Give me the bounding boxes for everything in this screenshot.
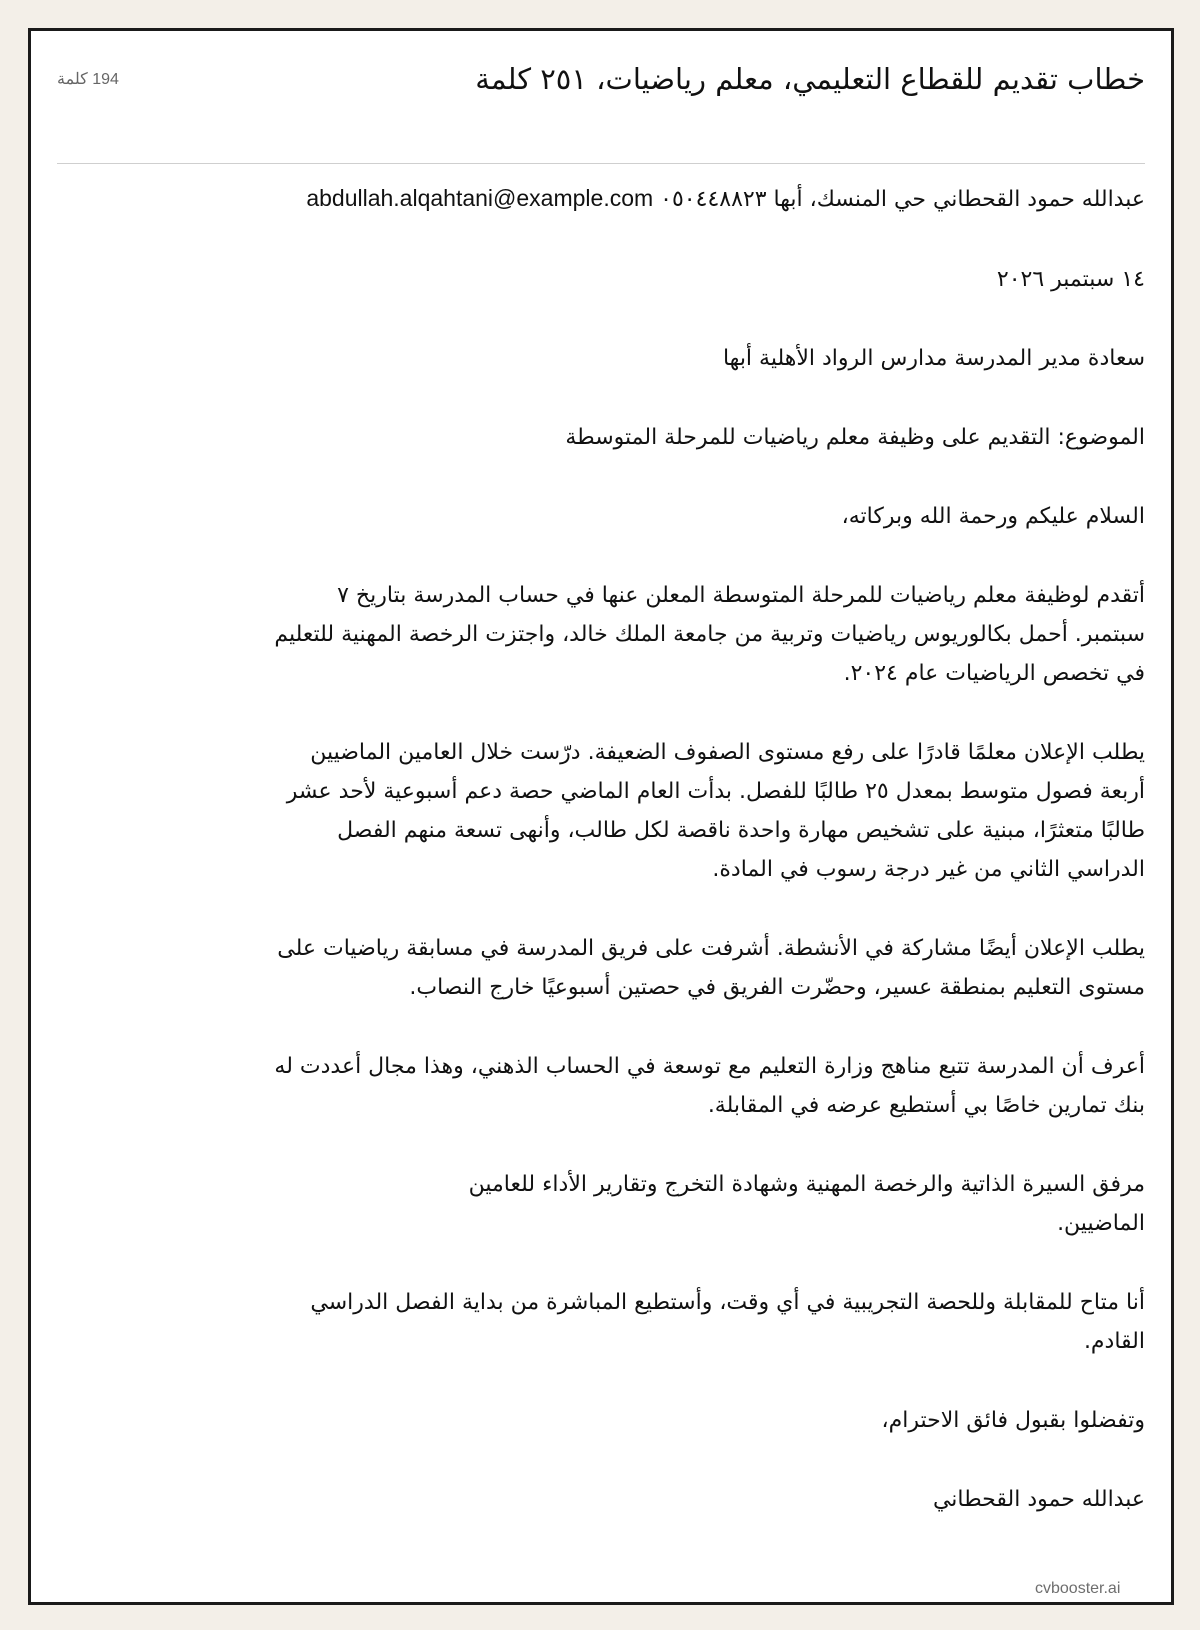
contact-text: عبدالله حمود القحطاني حي المنسك، أبها ٠٥٠٤٤٨٨٢٣ (660, 187, 1145, 212)
letter-content (57, 31, 1145, 1602)
letter-header (57, 31, 1145, 164)
subject-line: الموضوع: التقديم على وظيفة معلم رياضيات للمرحلة المتوسطة (565, 425, 1145, 450)
contact-line (57, 179, 1145, 219)
page-title: خطاب تقديم للقطاع التعليمي، معلم رياضيات، ٢٥١ كلمة (475, 62, 1145, 96)
paragraph-attachments: مرفق السيرة الذاتية والرخصة المهنية وشهادة التخرج وتقارير الأداء للعامين الماضيين. (468, 1172, 1145, 1236)
brand-label: cvbooster.ai (1035, 1580, 1121, 1597)
footer-brand (57, 1580, 1145, 1598)
letter-page (28, 28, 1174, 1605)
contact-email: abdullah.alqahtani@example.com (306, 185, 654, 211)
paragraph-intro: أتقدم لوظيفة معلم رياضيات للمرحلة المتوسطة المعلن عنها في حساب المدرسة بتاريخ ٧ سبتمبر. أحمل بكالوريوس رياضيات وتربية من جامعة الملك خالد، واجتزت الرخصة المهنية للتعليم في تخصص الرياضيات عام ٢٠٢٤. (274, 583, 1145, 686)
recipient-line: سعادة مدير المدرسة مدارس الرواد الأهلية أبها (722, 346, 1145, 371)
greeting-line: السلام عليكم ورحمة الله وبركاته، (841, 504, 1145, 529)
paragraph-experience: يطلب الإعلان معلمًا قادرًا على رفع مستوى الصفوف الضعيفة. درّست خلال العامين الماضيين أربعة فصول متوسط بمعدل ٢٥ طالبًا للفصل. بدأت العام الماضي حصة دعم أسبوعية لأحد عشر طالبًا متعثرًا، مبنية على تشخيص مهارة واحدة ناقصة لكل طالب، وأنهى تسعة منهم الفصل الدراسي الثاني من غير درجة رسوب في المادة. (286, 740, 1145, 882)
closing-line: وتفضلوا بقبول فائق الاحترام، (881, 1408, 1145, 1433)
letter-body (57, 179, 1145, 1559)
paragraph-activities: يطلب الإعلان أيضًا مشاركة في الأنشطة. أشرفت على فريق المدرسة في مسابقة رياضيات على مستوى التعليم بمنطقة عسير، وحضّرت الفريق في حصتين أسبوعيًا خارج النصاب. (277, 936, 1145, 1000)
word-count-badge: 194 كلمة (57, 71, 119, 88)
paragraph-availability: أنا متاح للمقابلة وللحصة التجريبية في أي وقت، وأستطيع المباشرة من بداية الفصل الدراسي القادم. (310, 1290, 1145, 1354)
letter-date: ١٤ سبتمبر ٢٠٢٦ (996, 267, 1145, 292)
signature: عبدالله حمود القحطاني (932, 1487, 1145, 1512)
paragraph-curriculum: أعرف أن المدرسة تتبع مناهج وزارة التعليم مع توسعة في الحساب الذهني، وهذا مجال أعددت له بنك تمارين خاصًا بي أستطيع عرضه في المقابلة. (274, 1054, 1145, 1118)
